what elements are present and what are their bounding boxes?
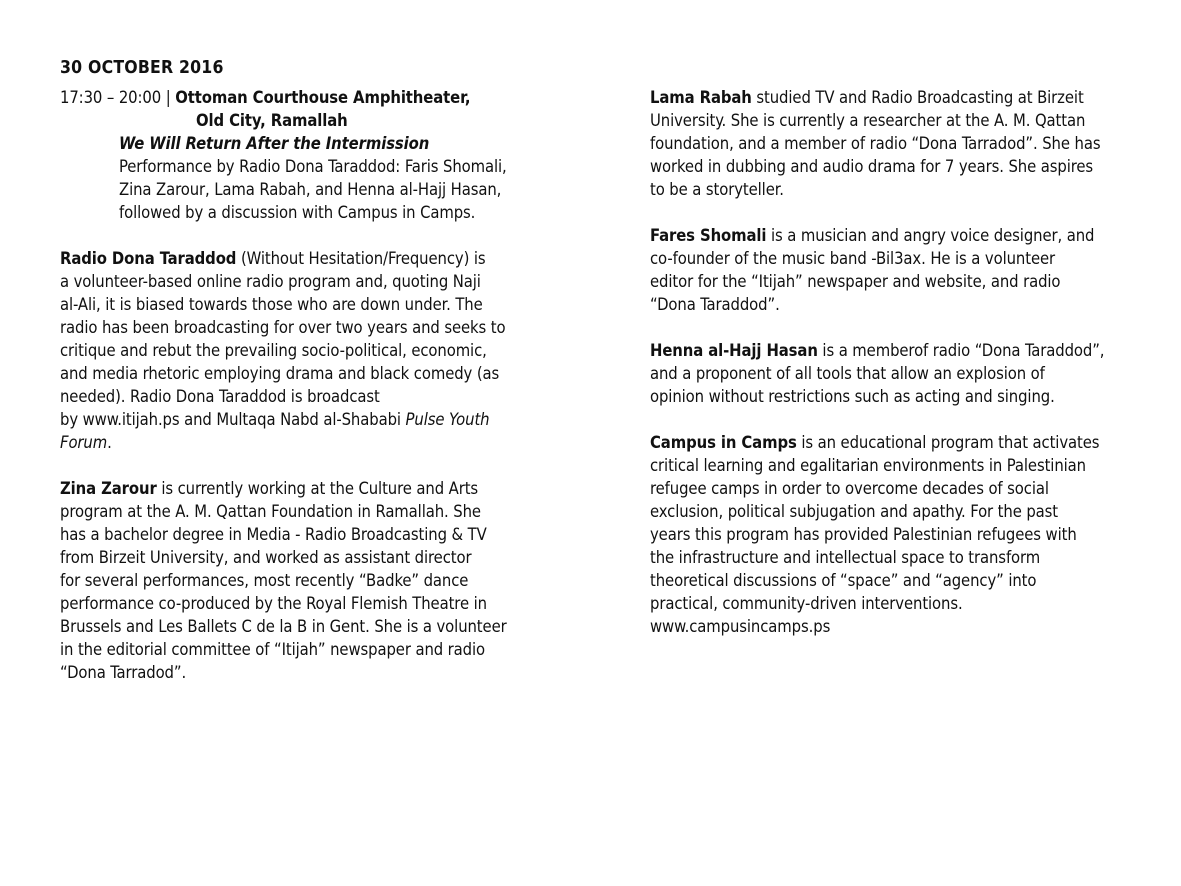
radio-line: critique and rebut the prevailing socio-political, economic, bbox=[60, 341, 487, 360]
lama-line: worked in dubbing and audio drama for 7 years. She aspires bbox=[650, 157, 1094, 176]
campus-line: the infrastructure and intellectual space to transform bbox=[650, 548, 1041, 567]
campus-line: critical learning and egalitarian environments in Palestinian bbox=[650, 456, 1086, 475]
fares-line: co-founder of the music band -Bil3ax. He is a volunteer bbox=[650, 249, 1056, 268]
event-desc-line: followed by a discussion with Campus in Camps. bbox=[119, 203, 476, 222]
fares-line: “Dona Taraddod”. bbox=[650, 295, 780, 314]
event-date: 30 OCTOBER 2016 bbox=[60, 58, 224, 78]
zina-line: program at the A. M. Qattan Foundation in Ramallah. She bbox=[60, 502, 481, 521]
fares-line-first bbox=[650, 224, 1140, 247]
henna-line1-rest: is a memberof radio “Dona Taraddod”, bbox=[817, 341, 1105, 360]
radio-final-tail: . bbox=[107, 433, 112, 452]
lama-line1-rest: studied TV and Radio Broadcasting at Birzeit bbox=[751, 88, 1084, 107]
fares-line1-rest: is a musician and angry voice designer, and bbox=[766, 226, 1095, 245]
zina-line: in the editorial committee of “Itijah” newspaper and radio bbox=[60, 640, 486, 659]
zina-line: has a bachelor degree in Media - Radio Broadcasting & TV bbox=[60, 525, 487, 544]
zina-line1-rest: is currently working at the Culture and Arts bbox=[156, 479, 479, 498]
campus-line: practical, community-driven interventions. bbox=[650, 594, 963, 613]
left-column bbox=[60, 86, 550, 684]
event-desc-line: Performance by Radio Dona Taraddod: Faris Shomali, bbox=[119, 157, 507, 176]
lama-line-first bbox=[650, 86, 1140, 109]
radio-line: a volunteer-based online radio program and, quoting Naji bbox=[60, 272, 481, 291]
radio-name: Radio Dona Taraddod bbox=[60, 249, 237, 268]
event-time: 17:30 – 20:00 | bbox=[60, 88, 171, 107]
lama-line: University. She is currently a researcher at the A. M. Qattan bbox=[650, 111, 1086, 130]
zina-line: for several performances, most recently “Badke” dance bbox=[60, 571, 469, 590]
radio-line1-rest: (Without Hesitation/Frequency) is bbox=[236, 249, 486, 268]
radio-line: needed). Radio Dona Taraddod is broadcast bbox=[60, 387, 380, 406]
right-column bbox=[650, 86, 1140, 638]
radio-broadcast-prefix: by www.itijah.ps and Multaqa Nabd al-Shababi bbox=[60, 410, 406, 429]
event-desc-line: Zina Zarour, Lama Rabah, and Henna al-Hajj Hasan, bbox=[119, 180, 502, 199]
campus-name: Campus in Camps bbox=[650, 433, 797, 452]
radio-line: radio has been broadcasting for over two years and seeks to bbox=[60, 318, 506, 337]
campus-line: theoretical discussions of “space” and “agency” into bbox=[650, 571, 1037, 590]
radio-line-first bbox=[60, 247, 550, 270]
lama-name: Lama Rabah bbox=[650, 88, 752, 107]
zina-line: performance co-produced by the Royal Flemish Theatre in bbox=[60, 594, 487, 613]
campus-line: refugee camps in order to overcome decades of social bbox=[650, 479, 1049, 498]
event-venue-line1: Ottoman Courthouse Amphitheater, bbox=[175, 88, 471, 107]
radio-line: al-Ali, it is biased towards those who are down under. The bbox=[60, 295, 483, 314]
zina-name: Zina Zarour bbox=[60, 479, 157, 498]
zina-line: “Dona Tarradod”. bbox=[60, 663, 187, 682]
campus-line: years this program has provided Palestinian refugees with bbox=[650, 525, 1077, 544]
event-venue-line2-text: Old City, Ramallah bbox=[196, 111, 348, 130]
radio-line: and media rhetoric employing drama and black comedy (as bbox=[60, 364, 500, 383]
fares-name: Fares Shomali bbox=[650, 226, 767, 245]
henna-line: opinion without restrictions such as acting and singing. bbox=[650, 387, 1055, 406]
lama-line: foundation, and a member of radio “Dona Tarradod”. She has bbox=[650, 134, 1101, 153]
henna-line-first bbox=[650, 339, 1140, 362]
event-title bbox=[60, 132, 550, 155]
event-title-text: We Will Return After the Intermission bbox=[119, 134, 430, 153]
event-venue-line2 bbox=[60, 109, 550, 132]
zina-line: Brussels and Les Ballets C de la B in Gent. She is a volunteer bbox=[60, 617, 507, 636]
radio-forum: Forum bbox=[60, 433, 108, 452]
campus-website[interactable]: www.campusincamps.ps bbox=[650, 617, 831, 636]
radio-line-final bbox=[60, 431, 550, 454]
henna-name: Henna al-Hajj Hasan bbox=[650, 341, 818, 360]
lama-line: to be a storyteller. bbox=[650, 180, 784, 199]
radio-pulse-youth: Pulse Youth bbox=[405, 410, 490, 429]
henna-line: and a proponent of all tools that allow an explosion of bbox=[650, 364, 1045, 383]
campus-line1-rest: is an educational program that activates bbox=[796, 433, 1100, 452]
campus-line-first bbox=[650, 431, 1140, 454]
zina-line-first bbox=[60, 477, 550, 500]
event-time-venue bbox=[60, 86, 550, 109]
radio-line-broadcast bbox=[60, 408, 550, 431]
fares-line: editor for the “Itijah” newspaper and website, and radio bbox=[650, 272, 1061, 291]
zina-line: from Birzeit University, and worked as assistant director bbox=[60, 548, 472, 567]
campus-line: exclusion, political subjugation and apathy. For the past bbox=[650, 502, 1059, 521]
